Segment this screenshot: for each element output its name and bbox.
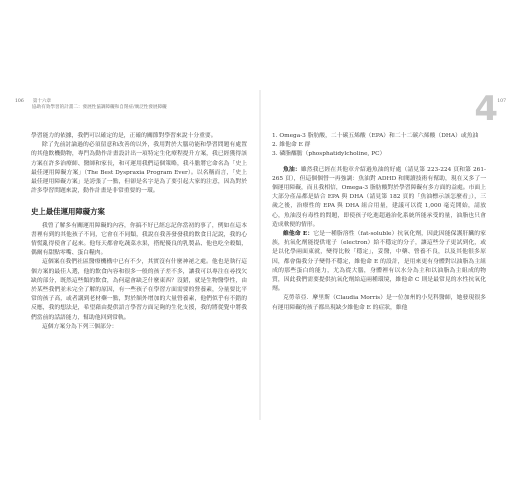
right-folio: 107 — [497, 99, 506, 104]
morris-paragraph: 克勞蒂亞．摩里斯（Claudia Morris）是一位加州的小兒科醫師，她發現很多有運用障礙的孩子都出現缺少維他命 E 的症狀，維他 — [272, 295, 486, 311]
vitamin-e-paragraph — [272, 230, 486, 294]
chapter-subtitle: 協助有效學習的計畫二：發展性協調障礙和自閉症/廣泛性發展障礙 — [32, 105, 167, 110]
left-paragraph-1: 除了先前討論過的必須留意和改善的以外，我用對於大腦功能和學習問題有處置的其他飲機動物，專門為動作計畫設計出一項特定生化療程提升方案，我已經獲得該方案在許多治療師、醫師和家長，和可運用我們這個策略，我斗膽將它命名為「史上最佳運用障礙方案」（The Best Dyspraxia Program Ever）。以名稱而言，「史上最佳運用障礙方案」是誇張了一點，但卻是名字是為了要引起大家的注意，因為對於許多學習問題來說，動作計畫是非常重要的一環。 — [31, 142, 247, 195]
left-page — [0, 0, 258, 500]
ingredient-list — [272, 132, 486, 160]
fish-oil-paragraph — [272, 166, 486, 230]
vitamin-e-text: 它是一種脂溶性（fat-soluble）抗氧化劑，因此因能保護肝臟的家族，抗氧化劑能提供電子（electron）給不穩定的分子，讓這些分子更試到化，或是以化學兩面東就，變得比較「穩定」，妥醫，中藥、營養不良，以及其他很多原因，都會傷我分子變得不穩定，維他命 E 的設計，是用來更有身體對以油脂為主組成的那些蛋白的能力，尤為從大腦，身體裡有以水分為主和以油脂為主組成的物質，因此我們需要提供抗氧化劑給這兩種環境，維他命 C 則是最常見的水性抗氧化劑。 — [272, 231, 486, 293]
list-item: 1. Omega-3 脂肪酸，二十碳五烯酸（EPA）和二十二碳六烯酸（DHA）或魚油 — [272, 133, 479, 139]
left-intro-paragraph: 學習能力的依據，我們可以確定的是，正確的關節對學習來說十分重要。 — [31, 133, 217, 139]
section-paragraph-3: 這個方案分為下列三個部分： — [42, 323, 118, 330]
left-body-text — [31, 132, 247, 332]
fish-oil-text: 雖然我已經在其他章介紹過魚油的好處（請見第 223-224 頁和第 261-265 頁），但這個個營一再強調：魚油對 ADHD 和閱讀技術有幫助，現在又多了一個運用障礙，而且我相信，Omega-3 脂肪酸對於學習障礙有多方面的益處。市面上大部分產品都是結合 EPA 與 DHA（請見第 182 頁的「魚油標示該怎麼看」），三歲之後，治療性的 EPA 與 DHA 組合用量，建議可以從 1,000 毫克開始，請放心，魚油沒有毒性的問題，即使孩子吃進超過治化系統所能承受的量，油脂也只會造成軟便的情形。 — [272, 166, 486, 228]
right-body-text — [272, 132, 486, 313]
left-folio: 106 — [15, 99, 24, 104]
chapter-label: 第十六章 — [32, 99, 52, 104]
right-page — [262, 0, 520, 500]
chapter-number: 4 — [474, 89, 498, 129]
vitamin-e-term: 維他命 E： — [283, 231, 314, 238]
section-paragraph-2: 這個案在我們社區醫療機構中已有不少，其實沒有什麼神祕之處。他也是執行這個方案的最佳人選，他的飲食內容和很多一般的孩子差不多，讓我可以專注在尋找欠缺的部分，既然這些類的飲食，為何還會缺乏什麼東西？沒錯，就是生物醫學性，由於某些我們並未完全了解的原因，有一些孩子在學習方面需要的營養素，分量要比平常的孩子高，或者講到老材藥一點，對於額外增加的大量營養素，他們似乎有不錯的反應，我的想法是，希望藉由提供語言學習方面足夠的生化支援，我的將從覺中將我們當前的話語能力，幫助他回到常軌。 — [31, 259, 247, 321]
section-heading: 史上最佳運用障礙方案 — [31, 207, 105, 217]
section-paragraph-1: 我曾了解多有關運用障礙的內容，你搞不好已經忘記你當初的事了，例如在這本書裡有到的其他孩子不同，它會在不同類，我說在我善發發我的飲食日記說，我的心情慌亂得使會了起來。他每天都會吃蔬菜水果，搭配優良的乳製品、他也吃全穀類，偶爾有甜點零嘴、蛋白糧肉。 — [31, 222, 247, 257]
fish-oil-term: 魚油： — [283, 166, 301, 173]
list-item: 3. 磷脂醯膽（phosphatidylcholine, PC） — [272, 151, 386, 158]
book-gutter — [259, 90, 261, 420]
left-running-header — [15, 99, 167, 111]
list-item: 2. 維他命 E 群 — [272, 142, 311, 149]
